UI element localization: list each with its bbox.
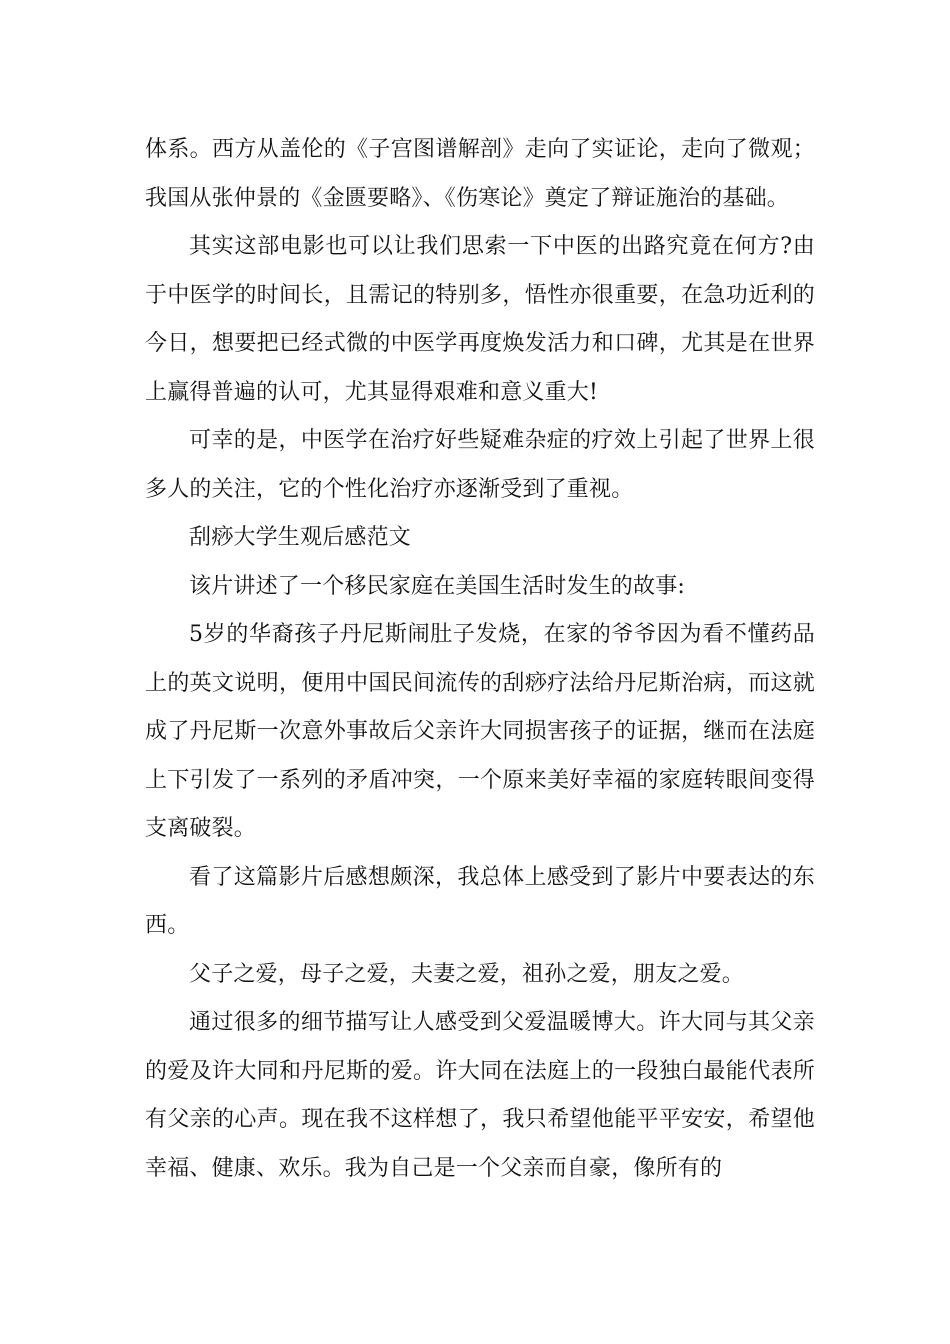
- paragraph: 通过很多的细节描写让人感受到父爱温暖博大。许大同与其父亲的爱及许大同和丹尼斯的爱。许大同在法庭上的一段独白最能代表所有父亲的心声。现在我不这样想了，我只希望他能平平安安，希望他幸福、健康、欢乐。我为自己是一个父亲而自豪，像所有的: [145, 1010, 815, 1181]
- section-title: 刮痧大学生观后感范文: [189, 525, 412, 550]
- paragraph: 可幸的是，中医学在治疗好些疑难杂症的疗效上引起了世界上很多人的关注，它的个性化治疗亦逐渐受到了重视。: [145, 428, 815, 502]
- paragraph: 父子之爱，母子之爱，夫妻之爱，祖孙之爱，朋友之爱。: [189, 961, 745, 987]
- paragraph-continuation: 体系。西方从盖伦的《子宫图谱解剖》走向了实证论，走向了微观；我国从张仲景的《金匮要略》、《伤寒论》奠定了辩证施治的基础。: [145, 137, 815, 211]
- document-body: [145, 126, 815, 1193]
- paragraph: 其实这部电影也可以让我们思索一下中医的出路究竟在何方?由于中医学的时间长，且需记的特别多，悟性亦很重要，在急功近利的今日，想要把已经式微的中医学再度焕发活力和口碑，尤其是在世界上赢得普遍的认可，尤其显得艰难和意义重大!: [145, 234, 815, 405]
- paragraph: 该片讲述了一个移民家庭在美国生活时发生的故事:: [189, 573, 686, 599]
- paragraph: 看了这篇影片后感想颇深，我总体上感受到了影片中要表达的东西。: [145, 864, 815, 938]
- paragraph: 5岁的华裔孩子丹尼斯闹肚子发烧，在家的爷爷因为看不懂药品上的英文说明，便用中国民间流传的刮痧疗法给丹尼斯治病，而这就成了丹尼斯一次意外事故后父亲许大同损害孩子的证据，继而在法庭上下引发了一系列的矛盾冲突，一个原来美好幸福的家庭转眼间变得支离破裂。: [145, 622, 815, 841]
